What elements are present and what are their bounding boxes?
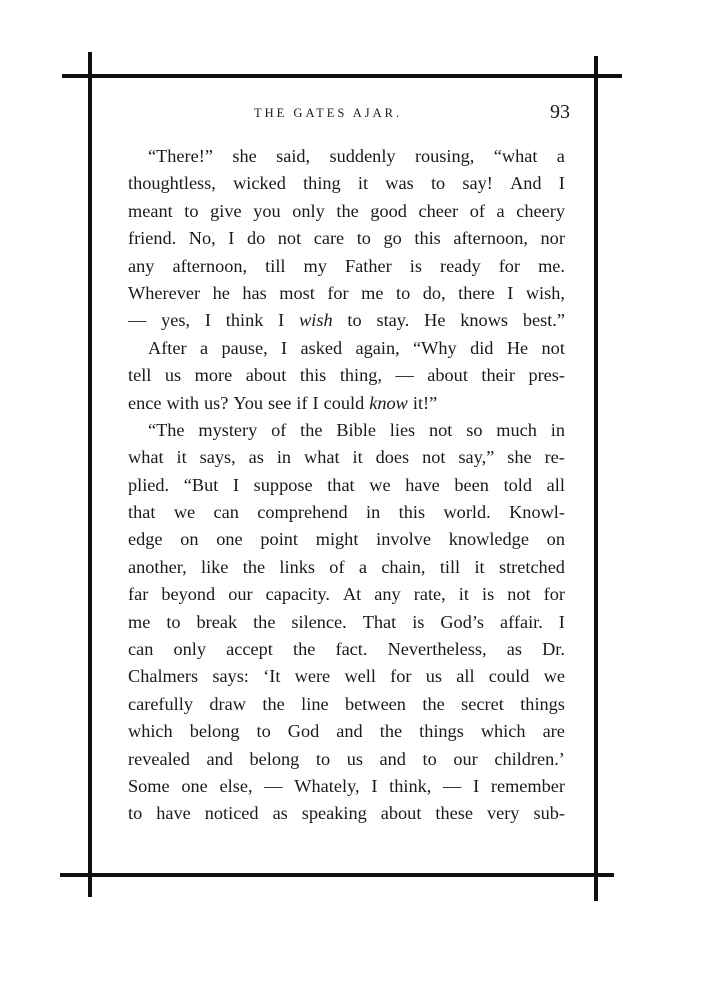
word: “what — [493, 146, 538, 166]
text-line — [128, 225, 565, 252]
text-line — [128, 362, 565, 389]
word: the — [300, 419, 323, 440]
word: — — [264, 775, 283, 796]
word: could — [323, 392, 365, 413]
word: of — [329, 556, 345, 577]
word: what — [128, 447, 164, 468]
word: the — [262, 693, 285, 714]
word: asked — [300, 337, 343, 358]
word: this — [299, 365, 327, 386]
word: I — [371, 775, 378, 796]
word: it — [357, 173, 369, 194]
word: were — [294, 666, 331, 687]
word: give — [210, 200, 242, 221]
word: been — [454, 474, 489, 495]
word: do — [246, 228, 266, 249]
word: what — [304, 447, 340, 468]
word: re- — [544, 447, 565, 468]
word: on — [546, 529, 565, 550]
text-line — [128, 280, 565, 307]
word: meant — [128, 200, 173, 221]
word: to — [256, 721, 271, 742]
word: on — [180, 529, 199, 550]
word: far — [128, 584, 149, 605]
word: for — [390, 666, 412, 687]
word: my — [303, 255, 327, 276]
word: which — [128, 721, 173, 742]
word: things — [520, 693, 565, 714]
word: “But — [183, 474, 219, 495]
text-line — [128, 307, 565, 334]
word: me. — [538, 255, 565, 276]
word: me — [361, 282, 384, 303]
word: it!” — [412, 392, 438, 413]
word: — — [443, 775, 462, 796]
word: God’s — [440, 611, 485, 632]
word: does — [375, 447, 410, 468]
word: suppose — [253, 474, 313, 495]
text-line — [128, 663, 565, 690]
word: to — [315, 748, 331, 769]
word: all — [456, 666, 475, 687]
word: which — [480, 721, 526, 742]
word: has — [242, 282, 267, 303]
word: it — [352, 447, 363, 468]
word: And — [510, 173, 542, 194]
word: affair. — [500, 611, 543, 632]
word: a — [496, 200, 505, 221]
word: else, — [219, 775, 253, 796]
word: world. — [443, 502, 491, 523]
word: “Why — [413, 337, 457, 358]
word: rousing, — [414, 146, 475, 166]
word: told — [503, 474, 533, 495]
word: we — [543, 666, 565, 687]
word: to — [422, 748, 437, 769]
word: can — [213, 502, 239, 523]
word: a — [358, 556, 367, 577]
word: plied. — [128, 474, 170, 495]
word: to — [166, 611, 181, 632]
word: a — [556, 146, 565, 166]
text-line — [128, 800, 565, 827]
word: “There!” — [148, 146, 213, 166]
word: said, — [276, 146, 311, 166]
word: speaking — [301, 803, 367, 824]
right-border-rule — [594, 56, 598, 901]
word: Whately, — [294, 775, 360, 796]
word: things — [419, 721, 464, 742]
page-number: 93 — [550, 101, 570, 123]
word: is — [409, 255, 422, 276]
word: draw — [209, 693, 246, 714]
text-line — [128, 773, 565, 800]
word: our — [228, 584, 253, 605]
word: was — [385, 173, 414, 194]
word: as — [506, 639, 522, 660]
word: is — [481, 584, 495, 605]
word: thoughtless, — [128, 173, 216, 194]
word: for — [543, 584, 565, 605]
word: could — [488, 666, 530, 687]
word: and — [206, 748, 233, 769]
word: me — [128, 611, 151, 632]
word: capacity. — [265, 584, 330, 605]
word: comprehend — [257, 502, 348, 523]
text-line — [128, 472, 565, 499]
text-line — [128, 609, 565, 636]
word: the — [336, 200, 359, 221]
word: only — [173, 639, 207, 660]
word: — — [128, 310, 147, 331]
word: to — [356, 228, 371, 249]
text-line — [128, 499, 565, 526]
text-line — [128, 691, 565, 718]
word: cheer — [418, 200, 459, 221]
word: wish, — [525, 282, 565, 303]
word: that — [327, 474, 355, 495]
word: any — [374, 584, 401, 605]
text-line — [128, 170, 565, 197]
word: a — [199, 337, 209, 358]
word: care — [313, 228, 345, 249]
word: break — [196, 611, 238, 632]
word: see — [268, 392, 292, 413]
word: Chalmers — [128, 666, 199, 687]
word: I — [473, 775, 480, 796]
word: in — [550, 419, 565, 440]
word: He — [424, 310, 446, 331]
word: another, — [128, 556, 187, 577]
word: noticed — [204, 803, 259, 824]
word: edge — [128, 529, 163, 550]
word: she — [232, 146, 257, 166]
word: it — [176, 447, 187, 468]
word: one — [181, 775, 208, 796]
word: us? — [204, 392, 229, 413]
word: he — [212, 282, 230, 303]
word: I — [507, 282, 514, 303]
word: No, — [188, 228, 216, 249]
left-border-rule — [88, 52, 92, 897]
word: as — [272, 803, 288, 824]
word: After — [148, 337, 187, 358]
word: silence. — [291, 611, 347, 632]
word: of — [271, 419, 287, 440]
word: children.’ — [494, 748, 565, 769]
running-head: THE GATES AJAR. — [254, 106, 403, 120]
word: secret — [461, 693, 504, 714]
word: wicked — [233, 173, 286, 194]
word: about — [380, 803, 422, 824]
word: with — [166, 392, 199, 413]
word: belong — [249, 748, 300, 769]
word: You — [233, 392, 264, 413]
word: there — [458, 282, 495, 303]
word: again, — [355, 337, 400, 358]
word: I — [312, 392, 319, 413]
word: think — [225, 310, 264, 331]
word: revealed — [128, 748, 190, 769]
text-line — [128, 335, 565, 362]
word: not — [541, 337, 565, 358]
word: pause, — [221, 337, 268, 358]
word: yes, — [161, 310, 191, 331]
word: more — [194, 365, 233, 386]
word: I — [204, 310, 211, 331]
word: mystery — [198, 419, 258, 440]
word: think, — [389, 775, 432, 796]
text-line — [128, 198, 565, 225]
body-text — [128, 143, 565, 828]
word: That — [362, 611, 397, 632]
word: says: — [212, 666, 249, 687]
word: the — [293, 639, 316, 660]
word: like — [200, 556, 229, 577]
top-border-rule — [62, 74, 622, 78]
word: not — [429, 419, 453, 440]
word: these — [435, 803, 473, 824]
bottom-border-rule — [60, 873, 614, 877]
word: ence — [128, 392, 162, 413]
word: say! — [462, 173, 493, 194]
word: that — [128, 502, 156, 523]
word: any — [128, 255, 155, 276]
word: wish — [299, 310, 333, 331]
word: about — [245, 365, 287, 386]
word: might — [315, 529, 359, 550]
word: much — [496, 419, 537, 440]
word: remember — [490, 775, 565, 796]
word: are — [542, 721, 565, 742]
text-line — [128, 636, 565, 663]
word: thing — [303, 173, 341, 194]
word: involve — [376, 529, 431, 550]
word: fact. — [335, 639, 368, 660]
word: very — [486, 803, 520, 824]
text-line — [128, 390, 565, 417]
word: God — [287, 721, 320, 742]
word: the — [379, 721, 403, 742]
text-line — [128, 746, 565, 773]
word: knows — [460, 310, 509, 331]
word: not — [277, 228, 302, 249]
word: have — [405, 474, 440, 495]
word: says, — [199, 447, 236, 468]
word: afternoon, — [453, 228, 528, 249]
word: to — [347, 310, 362, 331]
word: Bible — [336, 419, 376, 440]
word: us — [425, 666, 443, 687]
word: is — [412, 611, 425, 632]
text-line — [128, 417, 565, 444]
word: ready — [440, 255, 481, 276]
word: go — [383, 228, 402, 249]
word: and — [379, 748, 406, 769]
word: about — [427, 365, 468, 386]
word: I — [558, 173, 565, 194]
text-line — [128, 581, 565, 608]
word: Dr. — [542, 639, 565, 660]
text-line — [128, 143, 565, 170]
word: to — [430, 173, 446, 194]
word: for — [498, 255, 521, 276]
word: Some — [128, 775, 170, 796]
word: Father — [344, 255, 392, 276]
word: this — [414, 228, 441, 249]
word: to — [128, 803, 143, 824]
word: Wherever — [128, 282, 201, 303]
word: did — [470, 337, 494, 358]
word: only — [292, 200, 325, 221]
word: friend. — [128, 228, 177, 249]
word: I — [232, 474, 240, 495]
word: beyond — [161, 584, 216, 605]
word: chain, — [381, 556, 426, 577]
text-line — [128, 554, 565, 581]
text-line — [128, 444, 565, 471]
word: in — [366, 502, 381, 523]
word: between — [345, 693, 406, 714]
word: good — [370, 200, 407, 221]
word: do, — [422, 282, 446, 303]
word: “The — [148, 419, 185, 440]
word: we — [173, 502, 196, 523]
word: Nevertheless, — [387, 639, 487, 660]
word: stay. — [376, 310, 410, 331]
word: knowledge — [448, 529, 529, 550]
word: most — [279, 282, 315, 303]
word: so — [466, 419, 483, 440]
word: He — [506, 337, 529, 358]
text-line — [128, 718, 565, 745]
word: to — [184, 200, 199, 221]
word: say,” — [458, 447, 495, 468]
word: one — [216, 529, 243, 550]
word: till — [439, 556, 461, 577]
word: carefully — [128, 693, 193, 714]
word: as — [248, 447, 264, 468]
word: our — [453, 748, 478, 769]
word: stretched — [498, 556, 565, 577]
page-header — [130, 103, 570, 129]
word: At — [342, 584, 362, 605]
word: line — [301, 693, 329, 714]
word: afternoon, — [172, 255, 248, 276]
word: know — [369, 392, 408, 413]
text-line — [128, 253, 565, 280]
word: for — [327, 282, 349, 303]
word: belong — [189, 721, 240, 742]
word: well — [344, 666, 376, 687]
word: — — [395, 365, 414, 386]
word: the — [242, 556, 266, 577]
word: and — [336, 721, 363, 742]
word: us — [346, 748, 363, 769]
word: I — [558, 611, 565, 632]
word: not — [422, 447, 446, 468]
word: point — [260, 529, 298, 550]
word: I — [278, 310, 285, 331]
word: the — [422, 693, 445, 714]
word: thing, — [339, 365, 382, 386]
word: pres- — [528, 365, 565, 386]
word: the — [253, 611, 276, 632]
word: suddenly — [329, 146, 396, 166]
word: sub- — [533, 803, 565, 824]
word: can — [128, 639, 154, 660]
text-line — [128, 526, 565, 553]
word: to — [396, 282, 411, 303]
word: accept — [226, 639, 273, 660]
word: you — [253, 200, 281, 221]
word: Knowl- — [509, 502, 565, 523]
word: I — [281, 337, 288, 358]
word: till — [265, 255, 286, 276]
word: it — [458, 584, 469, 605]
word: it — [474, 556, 485, 577]
word: she — [507, 447, 532, 468]
word: us — [164, 365, 182, 386]
word: tell — [128, 365, 152, 386]
word: links — [279, 556, 315, 577]
word: ‘It — [263, 666, 281, 687]
word: all — [546, 474, 565, 495]
word: rate, — [413, 584, 446, 605]
word: lies — [389, 419, 416, 440]
word: we — [369, 474, 391, 495]
word: not — [507, 584, 531, 605]
word: cheery — [516, 200, 565, 221]
word: of — [469, 200, 485, 221]
word: their — [481, 365, 515, 386]
word: in — [276, 447, 292, 468]
word: nor — [540, 228, 565, 249]
word: have — [156, 803, 191, 824]
word: this — [398, 502, 426, 523]
word: if — [296, 392, 308, 413]
word: best.” — [522, 310, 565, 331]
word: I — [228, 228, 235, 249]
